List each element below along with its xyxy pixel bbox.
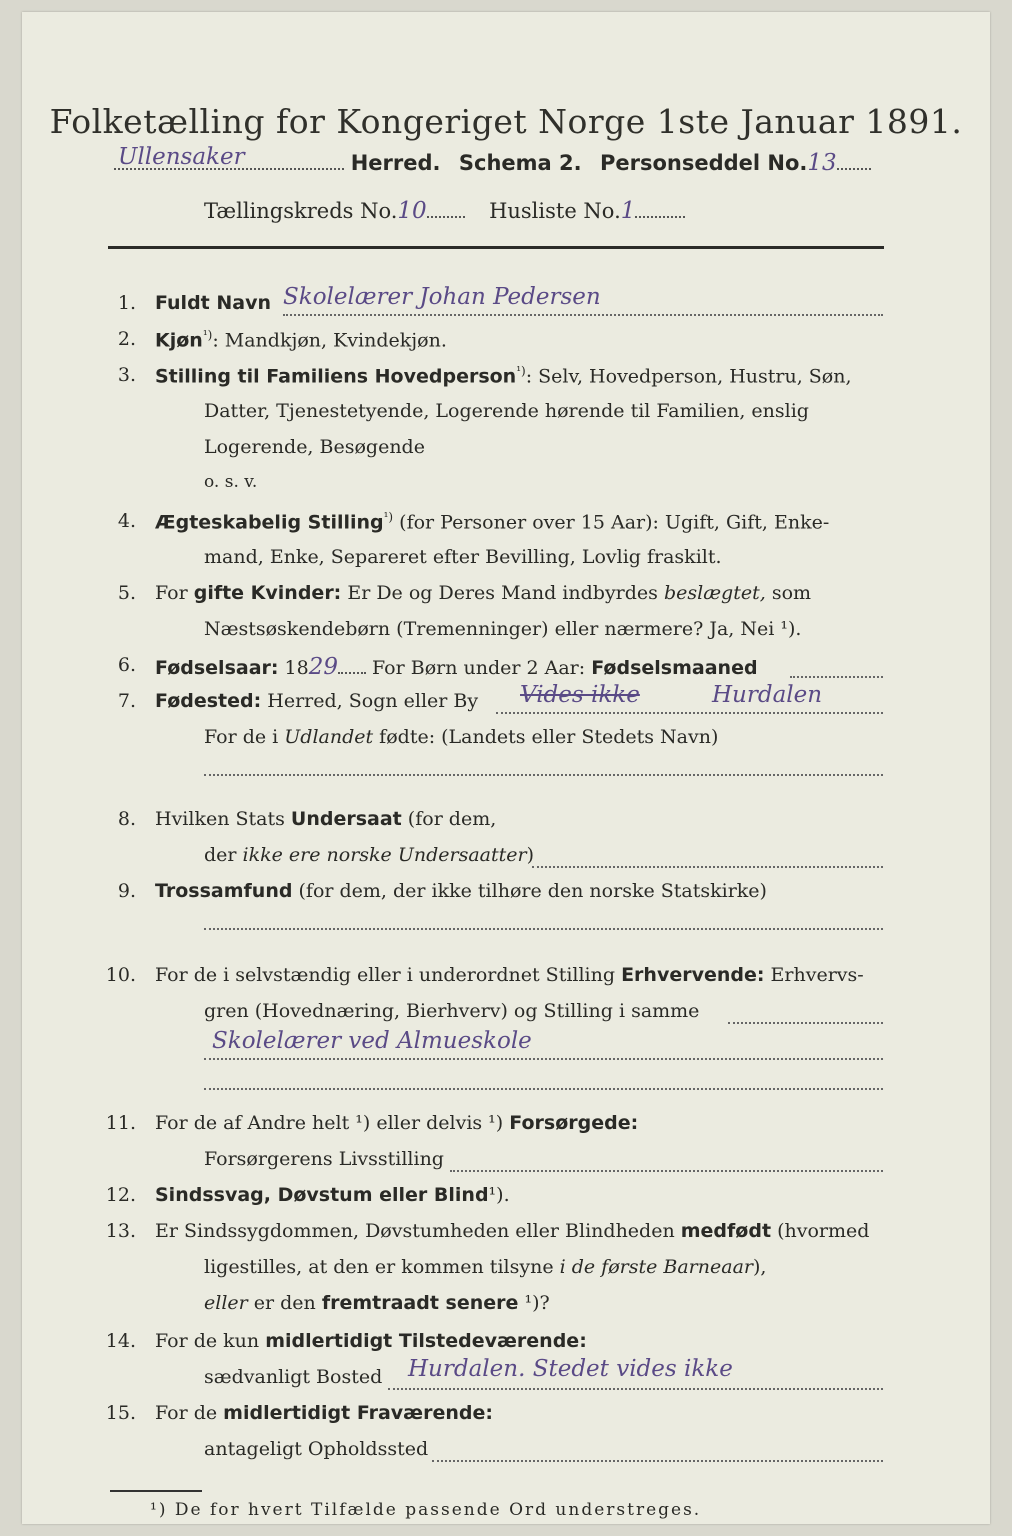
item-4-text2: mand, Enke, Separeret efter Bevilling, Lovlig fraskilt. xyxy=(204,546,722,568)
item-10-text1-pre: For de i selvstændig eller i underordnet Stilling xyxy=(155,964,622,986)
item-6-line xyxy=(155,654,758,680)
kreds-value: 10 xyxy=(397,198,427,224)
item-5-text1: Er De og Deres Mand indbyrdes xyxy=(341,582,664,604)
item-3-number: 3. xyxy=(117,364,136,386)
kreds-line xyxy=(204,198,685,224)
item-5-text2: Næstsøskendebørn (Tremenninger) eller nærmere? Ja, Nei ¹). xyxy=(204,618,802,640)
item-10-dotline2 xyxy=(204,1058,883,1060)
personseddel-value: 13 xyxy=(807,150,837,176)
item-13-text1-post: (hvormed xyxy=(771,1220,870,1242)
item-1-value: Skolelærer Johan Pedersen xyxy=(283,284,601,310)
herred-value: Ullensaker xyxy=(118,144,245,170)
item-11-label: Forsørgede: xyxy=(509,1112,639,1134)
footnote: ¹) De for hvert Tilfælde passende Ord understreges. xyxy=(150,1500,702,1520)
item-5-text1-italic: beslægtet, xyxy=(663,582,766,604)
item-3-text2: Datter, Tjenestetyende, Logerende hørende til Familien, enslig xyxy=(204,400,809,422)
item-10-text2: gren (Hovednæring, Bierhverv) og Stilling i samme xyxy=(204,1000,700,1022)
item-3-text1: : Selv, Hovedperson, Hustru, Søn, xyxy=(525,365,852,388)
husliste-label: Husliste No. xyxy=(489,199,621,223)
item-2-sup: ¹) xyxy=(202,328,213,342)
item-5-number: 5. xyxy=(117,582,136,604)
personseddel-label: Personseddel No. xyxy=(599,151,808,175)
item-14-dotline xyxy=(388,1388,883,1390)
item-9-line xyxy=(155,880,767,902)
item-5-label-pre: For xyxy=(155,582,194,604)
item-6-text: For Børn under 2 Aar: xyxy=(366,657,592,679)
item-8-line1 xyxy=(155,808,496,830)
form-title: Folketælling for Kongeriget Norge 1ste Januar 1891. xyxy=(49,102,963,141)
item-8-number: 8. xyxy=(117,808,136,830)
item-12-sup: ¹). xyxy=(488,1184,510,1206)
item-13-label: medfødt xyxy=(680,1220,772,1242)
item-13-text2-pre: ligestilles, at den er kommen tilsyne xyxy=(204,1256,560,1278)
item-13-text1-pre: Er Sindssygdommen, Døvstumheden eller Blindheden xyxy=(155,1220,681,1242)
kreds-label: Tællingskreds No. xyxy=(204,199,398,223)
item-10-label: Erhvervende: xyxy=(621,964,765,986)
item-11-text2: Forsørgerens Livsstilling xyxy=(204,1148,444,1170)
item-3-text4: o. s. v. xyxy=(204,472,258,492)
item-2-number: 2. xyxy=(117,328,136,350)
item-5-line1 xyxy=(155,582,811,604)
item-14-number: 14. xyxy=(105,1330,136,1352)
item-10-text1-post: Erhvervs- xyxy=(764,964,864,986)
item-2-label: Kjøn xyxy=(155,329,203,352)
item-8-text2-pre: der xyxy=(204,844,243,866)
item-10-dotline3 xyxy=(204,1088,883,1090)
item-13-text2-post: ), xyxy=(753,1256,767,1278)
item-9-dotline xyxy=(204,928,883,930)
item-4-sup: ¹) xyxy=(383,510,394,524)
item-4-line1 xyxy=(155,510,829,533)
item-12-number: 12. xyxy=(105,1184,136,1206)
item-10-value: Skolelærer ved Almueskole xyxy=(212,1028,532,1054)
item-2-text: : Mandkjøn, Kvindekjøn. xyxy=(212,329,447,352)
item-4-text1: (for Personer over 15 Aar): Ugift, Gift, Enke- xyxy=(393,511,830,534)
item-13-text3-pre: er den xyxy=(247,1292,322,1314)
item-13-number: 13. xyxy=(105,1220,136,1242)
item-13-text3-italic: eller xyxy=(204,1292,248,1314)
item-9-text: (for dem, der ikke tilhøre den norske Statskirke) xyxy=(292,880,767,902)
item-13-text3-post: ¹)? xyxy=(518,1292,550,1314)
item-6-value: 29 xyxy=(308,654,338,680)
item-10-number: 10. xyxy=(105,964,136,986)
item-11-line1 xyxy=(155,1112,638,1134)
item-8-text1-pre: Hvilken Stats xyxy=(155,808,291,830)
item-6-prefix: 18 xyxy=(278,657,309,679)
item-7-label: Fødested: xyxy=(155,690,262,712)
item-8-label: Undersaat xyxy=(290,808,402,830)
item-6-label2: Fødselsmaaned xyxy=(591,657,758,679)
item-7-value-struck: Vides ikke xyxy=(520,682,640,708)
item-13-text2-italic: i de første Barneaar xyxy=(559,1256,753,1278)
item-8-text2-italic: ikke ere norske Undersaatter xyxy=(242,844,527,866)
item-9-number: 9. xyxy=(117,880,136,902)
item-2-line xyxy=(155,328,447,351)
item-3-sup: ¹) xyxy=(516,364,526,378)
item-7-dotline xyxy=(496,712,883,714)
header-rule xyxy=(108,246,884,249)
item-7-text2-post: fødte: (Landets eller Stedets Navn) xyxy=(373,726,719,748)
item-7-line2 xyxy=(204,726,718,748)
item-15-number: 15. xyxy=(105,1402,136,1424)
item-15-text2: antageligt Opholdssted xyxy=(204,1438,429,1460)
item-8-text1-post: (for dem, xyxy=(401,808,497,830)
item-14-text2: sædvanligt Bosted xyxy=(204,1366,383,1388)
item-15-text1-pre: For de xyxy=(155,1402,224,1424)
item-11-number: 11. xyxy=(105,1112,136,1134)
item-14-text1-pre: For de kun xyxy=(155,1330,266,1352)
item-5-label: gifte Kvinder: xyxy=(193,582,342,604)
schema-label: Schema 2. xyxy=(458,151,582,175)
item-1-number: 1. xyxy=(117,292,136,314)
herred-line xyxy=(108,144,871,176)
item-15-dotline xyxy=(432,1460,883,1462)
item-6-label: Fødselsaar: xyxy=(155,657,279,679)
husliste-value: 1 xyxy=(620,198,636,224)
item-7-text: Herred, Sogn eller By xyxy=(261,690,479,712)
herred-label: Herred. xyxy=(350,151,441,175)
item-14-line1 xyxy=(155,1330,587,1352)
item-7-number: 7. xyxy=(117,690,136,712)
item-6-number: 6. xyxy=(117,654,136,676)
item-4-number: 4. xyxy=(117,510,136,532)
item-7-dotline2 xyxy=(204,774,883,776)
item-5-text1-post: som xyxy=(765,582,812,604)
item-6-dotline xyxy=(790,676,883,678)
item-7-line1 xyxy=(155,690,478,712)
item-3-line1 xyxy=(155,364,852,387)
item-4-label: Ægteskabelig Stilling xyxy=(155,511,384,534)
item-13-line2 xyxy=(204,1256,766,1278)
item-15-label: midlertidigt Fraværende: xyxy=(223,1402,493,1424)
item-1-label: Fuldt Navn xyxy=(155,292,272,314)
item-12-line xyxy=(155,1184,510,1206)
item-7-text2-pre: For de i xyxy=(204,726,285,748)
item-15-line1 xyxy=(155,1402,493,1424)
item-13-line3 xyxy=(204,1292,550,1314)
item-8-line2 xyxy=(204,844,534,866)
item-14-label: midlertidigt Tilstedeværende: xyxy=(265,1330,587,1352)
item-10-dotline1 xyxy=(728,1022,883,1024)
item-13-label3: fremtraadt senere xyxy=(321,1292,519,1314)
item-7-value: Hurdalen xyxy=(712,682,823,708)
item-8-text2-post: ) xyxy=(526,844,534,866)
item-11-dotline xyxy=(450,1170,883,1172)
footnote-rule xyxy=(110,1490,202,1492)
item-3-label: Stilling til Familiens Hovedperson xyxy=(155,365,517,388)
item-1-dotline xyxy=(283,314,883,316)
item-3-text3: Logerende, Besøgende xyxy=(204,436,425,458)
item-8-dotline xyxy=(532,866,883,868)
item-13-line1 xyxy=(155,1220,869,1242)
item-12-label: Sindssvag, Døvstum eller Blind xyxy=(155,1184,489,1206)
item-14-value: Hurdalen. Stedet vides ikke xyxy=(408,1356,733,1382)
item-10-line1 xyxy=(155,964,864,986)
item-11-text1-pre: For de af Andre helt ¹) eller delvis ¹) xyxy=(155,1112,510,1134)
item-7-text2-italic: Udlandet xyxy=(284,726,374,748)
item-9-label: Trossamfund xyxy=(155,880,293,902)
